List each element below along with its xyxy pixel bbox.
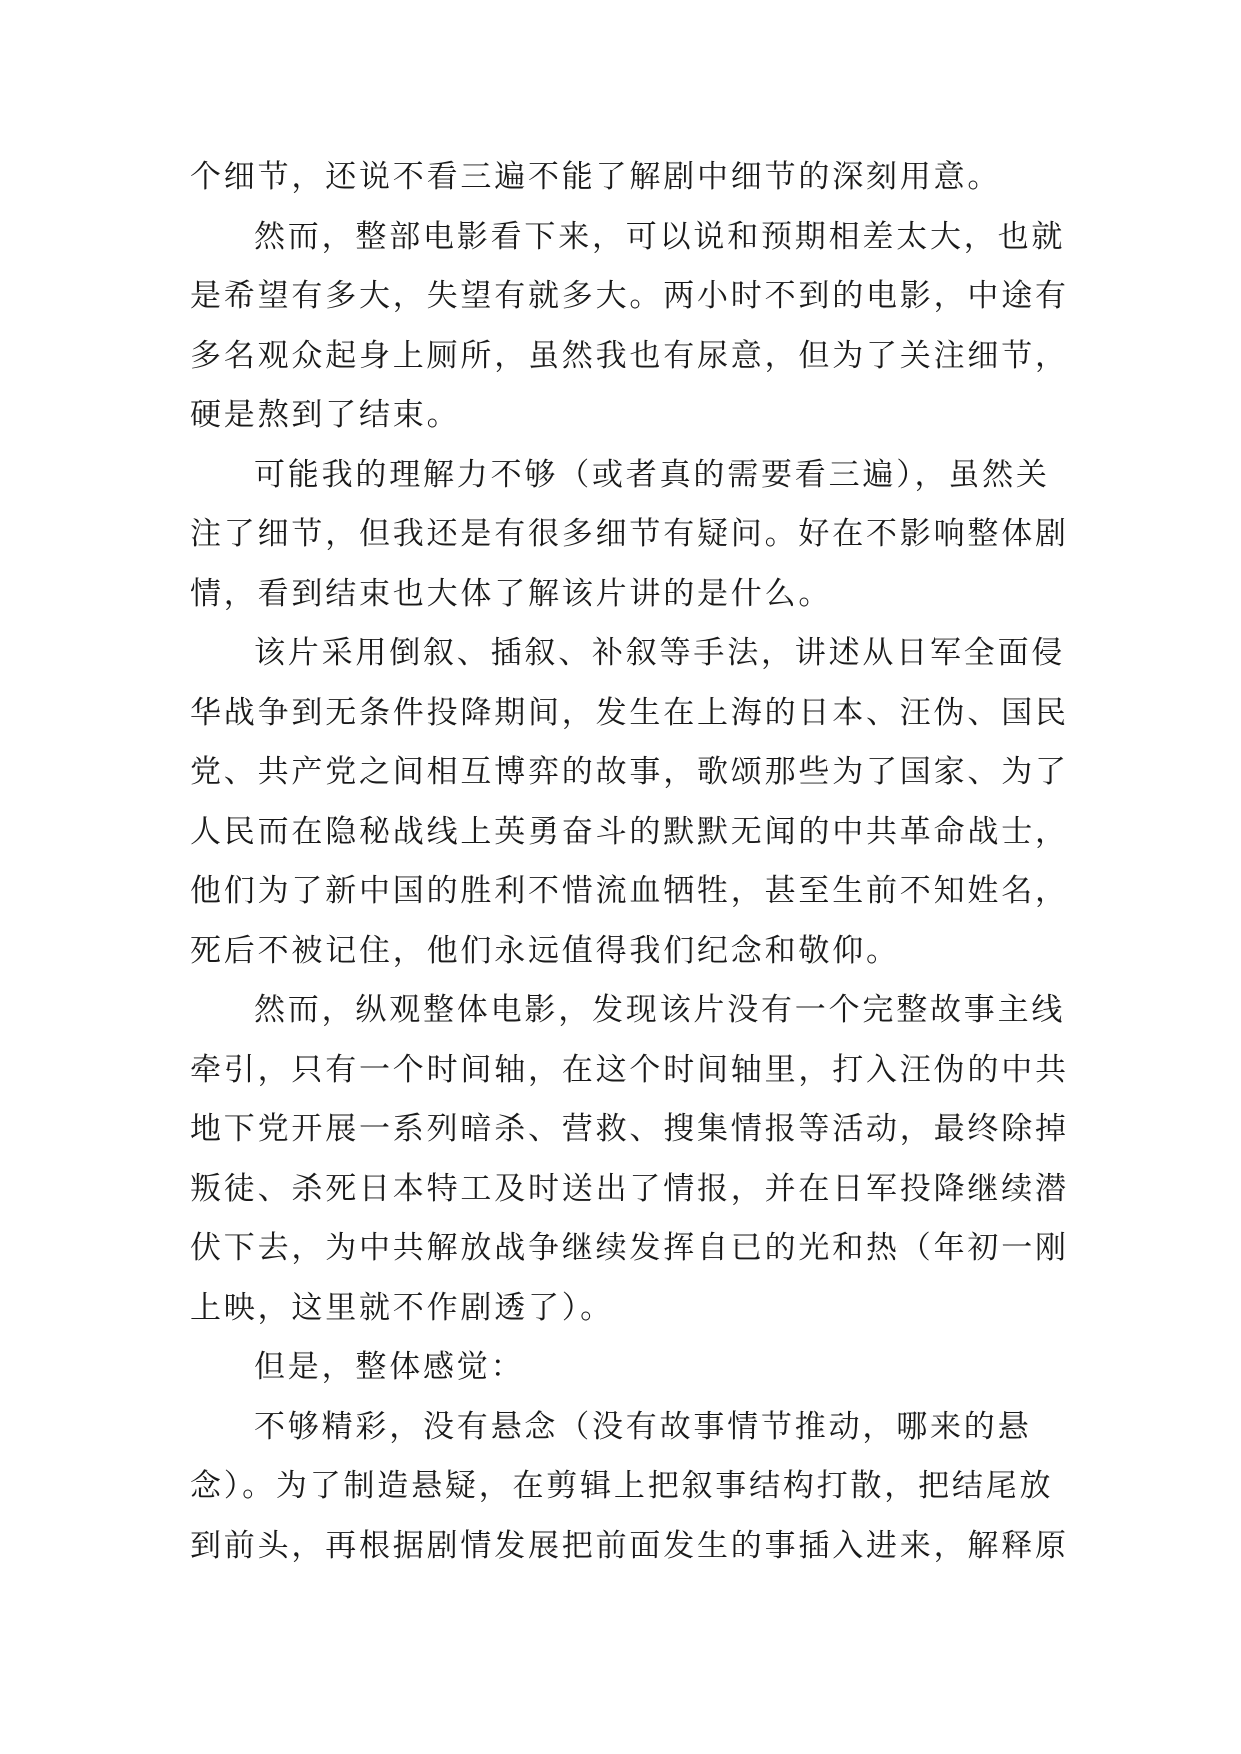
text-line-13: 他们为了新中国的胜利不惜流血牺牲，甚至生前不知姓名， — [190, 873, 1069, 909]
text-line-20: 上映，这里就不作剧透了）。 — [190, 1289, 614, 1326]
text-line-2: 然而，整部电影看下来，可以说和预期相差太大，也就 — [254, 218, 1066, 255]
text-line-18: 叛徒、杀死日本特工及时送出了情报，并在日军投降继续潜 — [190, 1170, 1069, 1207]
text-line-21: 但是，整体感觉： — [254, 1349, 525, 1385]
text-line-8: 情，看到结束也大体了解该片讲的是什么。 — [190, 575, 833, 612]
text-line-19: 伏下去，为中共解放战争继续发挥自已的光和热（年初一刚 — [190, 1230, 1069, 1266]
text-line-23: 念）。为了制造悬疑，在剪辑上把叙事结构打散，把结尾放 — [190, 1468, 1054, 1504]
text-line-5: 硬是熬到了结束。 — [190, 397, 461, 433]
body-text — [190, 148, 1069, 1576]
text-line-7: 注了细节，但我还是有很多细节有疑问。好在不影响整体剧 — [190, 516, 1069, 552]
text-line-9: 该片采用倒叙、插叙、补叙等手法，讲述从日军全面侵 — [254, 635, 1066, 671]
text-line-15: 然而，纵观整体电影，发现该片没有一个完整故事主线 — [254, 992, 1066, 1028]
text-line-14: 死后不被记住，他们永远值得我们纪念和敬仰。 — [190, 932, 900, 969]
text-line-1: 个细节，还说不看三遍不能了解剧中细节的深刻用意。 — [190, 159, 1002, 195]
text-line-24: 到前头，再根据剧情发展把前面发生的事插入进来，解释原 — [190, 1527, 1069, 1564]
text-line-16: 牵引，只有一个时间轴，在这个时间轴里，打入汪伪的中共 — [190, 1051, 1069, 1088]
text-line-22: 不够精彩，没有悬念（没有故事情节推动，哪来的悬 — [254, 1408, 1032, 1445]
text-line-10: 华战争到无条件投降期间，发生在上海的日本、汪伪、国民 — [190, 694, 1069, 731]
text-line-4: 多名观众起身上厕所，虽然我也有尿意，但为了关注细节， — [190, 337, 1069, 374]
text-line-6: 可能我的理解力不够（或者真的需要看三遍），虽然关 — [254, 456, 1050, 493]
text-line-3: 是希望有多大，失望有就多大。两小时不到的电影，中途有 — [190, 278, 1069, 314]
text-line-11: 党、共产党之间相互博弈的故事，歌颂那些为了国家、为了 — [190, 754, 1069, 790]
text-line-12: 人民而在隐秘战线上英勇奋斗的默默无闻的中共革命战士， — [190, 813, 1069, 850]
text-line-17: 地下党开展一系列暗杀、营救、搜集情报等活动，最终除掉 — [190, 1111, 1069, 1147]
